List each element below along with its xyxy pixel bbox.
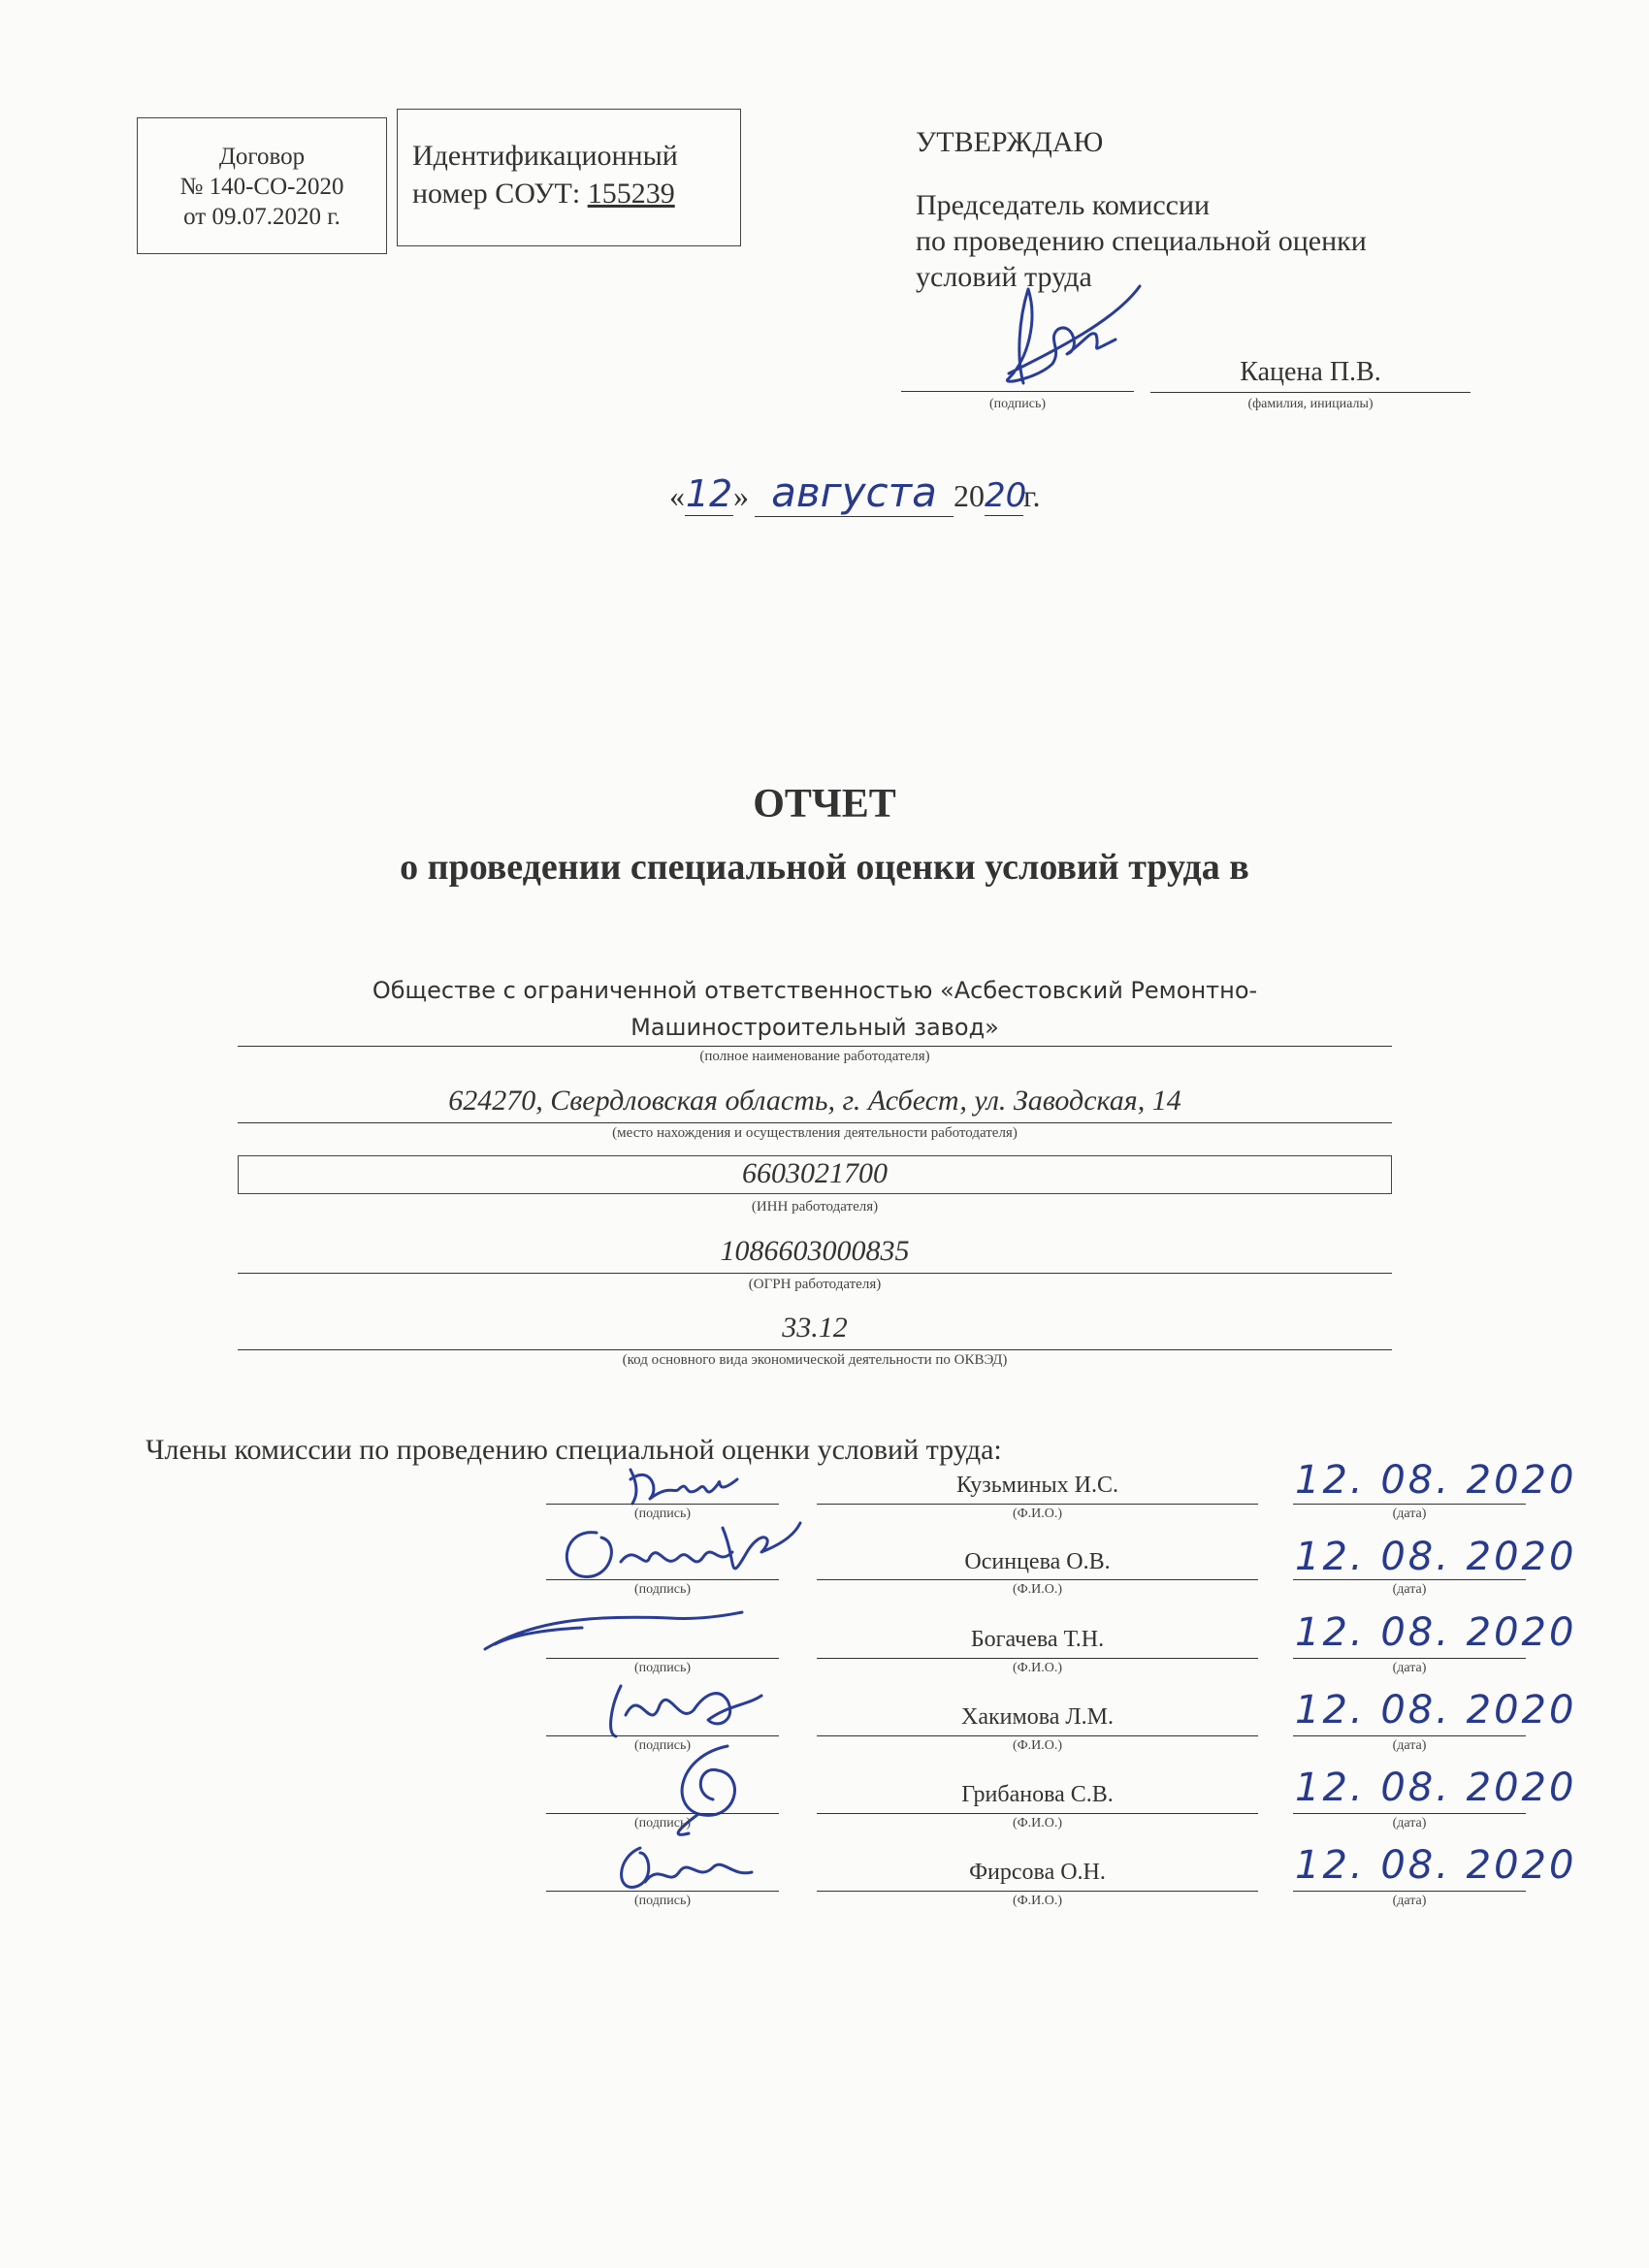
- member-signature-caption: (подпись): [633, 1507, 692, 1521]
- member-name-line: [817, 1658, 1258, 1659]
- employer-inn: 6603021700: [742, 1157, 888, 1189]
- member-date-line: [1293, 1813, 1526, 1814]
- identification-number-line: [412, 175, 740, 212]
- date-year-field: [985, 476, 1027, 516]
- member-name: Хакимова Л.М.: [961, 1704, 1114, 1730]
- date-g: г.: [1023, 478, 1041, 513]
- approval-position: [916, 187, 1367, 295]
- member-name: Фирсова О.Н.: [969, 1860, 1106, 1885]
- employer-name-line: [238, 1046, 1392, 1047]
- employer-address-line: [238, 1122, 1392, 1123]
- member-signature: [475, 1601, 747, 1659]
- member-date: 12. 08. 2020: [1295, 1610, 1577, 1655]
- chairman-signature-caption: (подпись): [988, 397, 1047, 411]
- employer-okved-caption: (код основного вида экономической деятельности по ОКВЭД): [622, 1352, 1008, 1368]
- member-date-caption: (дата): [1392, 1894, 1427, 1908]
- chairman-name-line: [1150, 392, 1471, 393]
- contract-label: Договор: [218, 144, 306, 170]
- member-date-line: [1293, 1891, 1526, 1892]
- member-signature-line: [546, 1579, 779, 1580]
- member-name-line: [817, 1735, 1258, 1736]
- member-name: Осинцева О.В.: [964, 1549, 1111, 1574]
- member-date-line: [1293, 1658, 1526, 1659]
- member-date-caption: (дата): [1392, 1661, 1427, 1675]
- date-year-suffix: 20: [985, 476, 1027, 515]
- member-fio-caption: (Ф.И.О.): [1012, 1816, 1063, 1831]
- employer-name-caption: (полное наименование работодателя): [699, 1049, 930, 1064]
- identification-number-prefix: номер СОУТ:: [412, 178, 581, 210]
- member-signature-line: [546, 1891, 779, 1892]
- member-signature: [621, 1460, 747, 1508]
- member-signature-line: [546, 1813, 779, 1814]
- employer-address-caption: (место нахождения и осуществления деятельности работодателя): [612, 1125, 1018, 1141]
- member-date: 12. 08. 2020: [1295, 1458, 1577, 1503]
- date-year-prefix: 20: [954, 478, 985, 513]
- member-signature-caption: (подпись): [633, 1894, 692, 1908]
- chairman-signature-line: [901, 391, 1134, 392]
- member-date: 12. 08. 2020: [1295, 1535, 1577, 1579]
- employer-ogrn-caption: (ОГРН работодателя): [748, 1277, 882, 1292]
- identification-label: Идентификационный: [412, 140, 678, 172]
- approval-date: [669, 469, 1041, 517]
- member-signature-line: [546, 1504, 779, 1505]
- employer-okved-line: [238, 1349, 1392, 1350]
- commission-heading: Члены комиссии по проведению специальной оценки условий труда:: [146, 1434, 1002, 1466]
- member-name: Кузьминых И.С.: [956, 1473, 1118, 1498]
- employer-name-line1: Обществе с ограниченной ответственностью «Асбестовский Ремонтно-: [372, 977, 1258, 1004]
- member-fio-caption: (Ф.И.О.): [1012, 1661, 1063, 1675]
- approval-position-line2: по проведению специальной оценки: [916, 225, 1367, 257]
- member-name: Богачева Т.Н.: [970, 1627, 1105, 1652]
- contract-date: от 09.07.2020 г.: [183, 204, 340, 230]
- approval-heading: УТВЕРЖДАЮ: [916, 126, 1104, 158]
- member-name-line: [817, 1813, 1258, 1814]
- member-date: 12. 08. 2020: [1295, 1843, 1577, 1888]
- member-signature-caption: (подпись): [633, 1582, 692, 1597]
- member-date-caption: (дата): [1392, 1816, 1427, 1831]
- member-name-line: [817, 1504, 1258, 1505]
- member-signature: [601, 1676, 776, 1744]
- member-name: Грибанова С.В.: [961, 1782, 1114, 1807]
- member-date-caption: (дата): [1392, 1738, 1427, 1753]
- report-subtitle: о проведении специальной оценки условий труда в: [400, 847, 1249, 888]
- member-name-line: [817, 1579, 1258, 1580]
- identification-number: 155239: [587, 178, 675, 210]
- member-signature-caption: (подпись): [633, 1738, 692, 1753]
- member-fio-caption: (Ф.И.О.): [1012, 1894, 1063, 1908]
- employer-name: [238, 972, 1392, 1046]
- member-date-caption: (дата): [1392, 1507, 1427, 1521]
- approval-position-line3: условий труда: [916, 261, 1092, 293]
- date-day: 12: [685, 472, 733, 515]
- contract-number: № 140-СО-2020: [179, 174, 344, 200]
- date-month: августа: [771, 469, 937, 516]
- member-date-line: [1293, 1735, 1526, 1736]
- member-fio-caption: (Ф.И.О.): [1012, 1507, 1063, 1521]
- chairman-signature: [980, 281, 1145, 398]
- employer-address: 624270, Свердловская область, г. Асбест, ул. Заводская, 14: [448, 1085, 1181, 1117]
- employer-okved: 33.12: [782, 1312, 848, 1344]
- chairman-name: Кацена П.В.: [1240, 357, 1381, 387]
- employer-ogrn-line: [238, 1273, 1392, 1274]
- employer-ogrn: 1086603000835: [720, 1235, 910, 1267]
- member-date-line: [1293, 1504, 1526, 1505]
- date-day-field: [685, 472, 733, 516]
- member-signature-caption: (подпись): [633, 1816, 692, 1831]
- member-date-line: [1293, 1579, 1526, 1580]
- member-name-line: [817, 1891, 1258, 1892]
- member-signature-caption: (подпись): [633, 1661, 692, 1675]
- report-title: ОТЧЕТ: [753, 782, 896, 826]
- date-open-quote: «: [669, 478, 685, 513]
- contract-box: [137, 117, 387, 254]
- member-signature-line: [546, 1658, 779, 1659]
- identification-box: [397, 109, 741, 246]
- date-close-quote: »: [733, 478, 749, 513]
- member-date: 12. 08. 2020: [1295, 1688, 1577, 1733]
- member-fio-caption: (Ф.И.О.): [1012, 1738, 1063, 1753]
- member-date-caption: (дата): [1392, 1582, 1427, 1597]
- approval-position-line1: Председатель комиссии: [916, 189, 1211, 221]
- employer-name-line2: Машиностроительный завод»: [630, 1014, 999, 1041]
- member-signature: [606, 1838, 761, 1896]
- date-month-field: [755, 469, 954, 517]
- member-fio-caption: (Ф.И.О.): [1012, 1582, 1063, 1597]
- chairman-name-caption: (фамилия, инициалы): [1247, 397, 1374, 411]
- member-date: 12. 08. 2020: [1295, 1766, 1577, 1810]
- employer-inn-caption: (ИНН работодателя): [751, 1199, 879, 1215]
